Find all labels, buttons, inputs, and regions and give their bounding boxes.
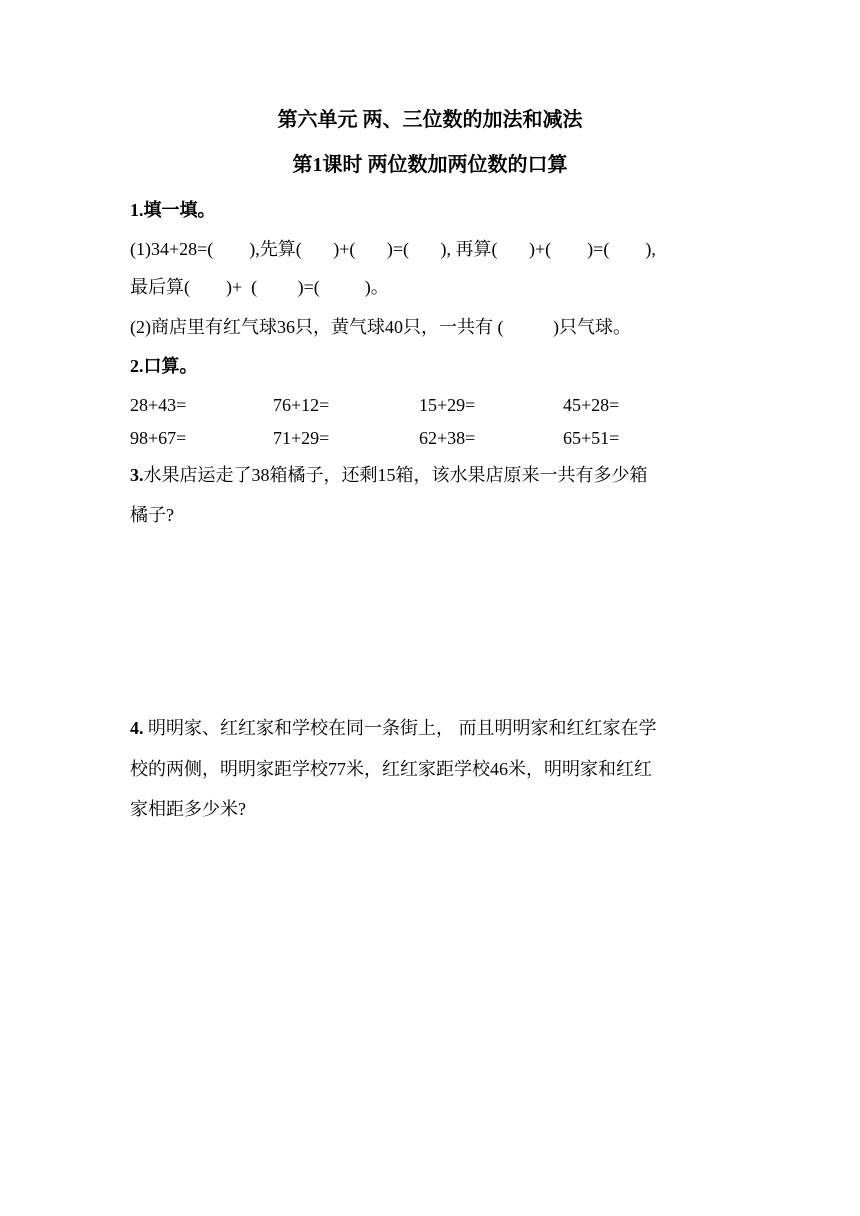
section4-line1 bbox=[130, 716, 657, 740]
page-subtitle: 第1课时 两位数加两位数的口算 bbox=[292, 154, 568, 176]
question-text: 水果店运走了38箱橘子，还剩15箱，该水果店原来一共有多少箱 bbox=[143, 465, 648, 485]
section2-heading: 2.口算。 bbox=[130, 356, 198, 376]
section3-line2: 橘子? bbox=[130, 505, 174, 525]
section4-line3: 家相距多少米? bbox=[130, 799, 246, 819]
calc-item: 45+28= bbox=[563, 395, 620, 415]
question-number: 3. bbox=[130, 465, 144, 485]
question-text: 明明家、红红家和学校在同一条街上， 而且明明家和红红家在学 bbox=[143, 718, 657, 738]
section4-line2: 校的两侧，明明家距学校77米，红红家距学校46米，明明家和红红 bbox=[130, 759, 652, 779]
section1-item1-line1: (1)34+28=( ),先算( )+( )=( ), 再算( )+( )=( ), bbox=[130, 239, 656, 259]
calc-item: 28+43= bbox=[130, 395, 187, 415]
calc-item: 65+51= bbox=[563, 428, 620, 448]
section1-item2: (2)商店里有红气球36只，黄气球40只，一共有 ( )只气球。 bbox=[130, 317, 631, 337]
calc-item: 98+67= bbox=[130, 428, 187, 448]
section1-heading: 1.填一填。 bbox=[130, 200, 216, 220]
calc-item: 76+12= bbox=[273, 395, 330, 415]
calc-item: 15+29= bbox=[419, 395, 476, 415]
page-title: 第六单元 两、三位数的加法和减法 bbox=[277, 109, 583, 131]
question-number: 4. bbox=[130, 718, 144, 738]
calc-item: 62+38= bbox=[419, 428, 476, 448]
section3-line1 bbox=[130, 463, 648, 487]
calc-item: 71+29= bbox=[273, 428, 330, 448]
section1-item1-line2: 最后算( )+ ( )=( )。 bbox=[130, 277, 389, 297]
